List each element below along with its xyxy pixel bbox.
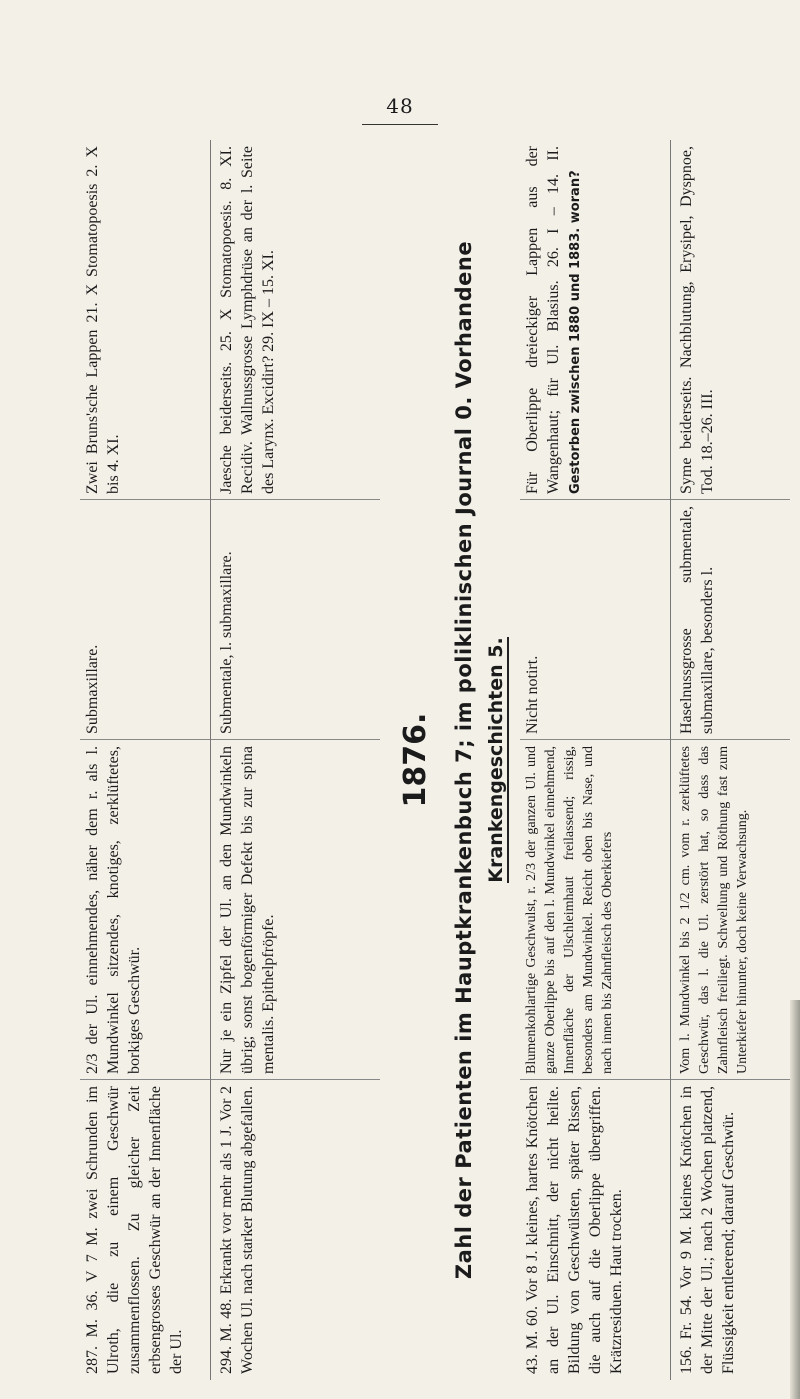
operation-cell: Syme beiderseits. Nachblutung, Erysipel, Dyspnoe, Tod. 18.–26. III. [678, 146, 716, 494]
operation-text: Für Oberlippe dreieckiger Lappen aus der Wangenhaut; für Ul. Blasius. 26. I – 14. II. [524, 146, 562, 494]
case-history-cell: 43. M. 60. Vor 8 J. kleines, hartes Knötchen an der Ul. Einschnitt, der nicht heilte. Bildung von Geschwülsten, später Rissen, die auch auf die Oberlippe übergriffen. Krätzresiduen. Haut trocken. [524, 1086, 625, 1374]
section-heading: Zahl der Patienten im Hauptkrankenbuch 7; im poliklinischen Journal 0. Vorhandene [452, 240, 476, 1280]
row-divider [670, 140, 671, 1380]
case-history-cell: 287. M. 36. V 7 M. zwei Schrunden im Ulroth, die zu einem Geschwür zusammenflossen. Zu gleicher Zeit erbsengrosses Geschwür an der Innenfläche der Ul. [84, 1086, 185, 1374]
section-subheading [485, 140, 507, 1380]
glands-cell: Submentale, l. submaxillare. [218, 551, 235, 734]
header-rule [362, 124, 438, 125]
row-divider [210, 140, 211, 1380]
findings-cell: Blumenkohlartige Geschwulst, r. 2/3 der ganzen Ul. und ganze Oberlippe bis auf den l. Mundwinkel einnehmend, Innenfläche der Ulschleimhaut freilassend; rissig, besonders am Mundwinkel. Reicht oben bis Nase, und nach innen bis Zahnfleisch des Oberkiefers [524, 746, 615, 1074]
glands-cell: Nicht notirt. [524, 655, 541, 734]
findings-cell: Nur je ein Zipfel der Ul. an den Mundwinkeln übrig; sonst bogenförmiger Defekt bis zur spina mentalis. Epithelpfröpfe. [218, 746, 277, 1074]
operation-cell: Jaesche beiderseits. 25. X Stomatopoesis. 8. XI. Recidiv. Wallnussgrosse Lymphdrüse an der l. Seite des Larynx. Excidirt? 29. IX – 15. XI. [218, 146, 277, 494]
rotated-table [80, 140, 790, 1380]
findings-cell: 2/3 der Ul. einnehmendes, näher dem r. als l. Mundwinkel sitzendes, knotiges, zerklüftetes, borkiges Geschwür. [84, 746, 143, 1074]
operation-cell: Zwei Bruns'sche Lappen 21. X Stomatopoesis 2. X bis 4. XI. [84, 146, 122, 494]
operation-cell [520, 140, 670, 500]
year-heading: 1876. [398, 712, 433, 808]
page-number: 48 [386, 94, 414, 118]
page-edge-shadow [790, 1000, 800, 1399]
case-history-cell: 156. Fr. 54. Vor 9 M. kleines Knötchen in der Mitte der Ul.; nach 2 Wochen platzend, Flüssigkeit entleerend; darauf Geschwür. [678, 1086, 737, 1374]
case-history-cell: 294. M. 48. Erkrankt vor mehr als 1 J. Vor 2 Wochen Ul. nach starker Blutung abgefallen. [218, 1086, 256, 1374]
section-subheading-text: Krankengeschichten 5. [485, 637, 507, 883]
operation-note: Gestorben zwischen 1880 und 1883. woran? [568, 170, 583, 494]
findings-cell: Vom l. Mundwinkel bis 2 1/2 cm. vom r. zerklüftetes Geschwür, das l. die Ul. zerstört hat, so dass das Zahnfleisch freiliegt. Schwellung und Röthung fast zum Unterkiefer hinunter, doch keine Verwachsung. [678, 746, 750, 1074]
glands-cell: Haselnussgrosse submentale, submaxillare, besonders l. [678, 506, 716, 734]
glands-cell: Submaxillare. [84, 644, 101, 734]
